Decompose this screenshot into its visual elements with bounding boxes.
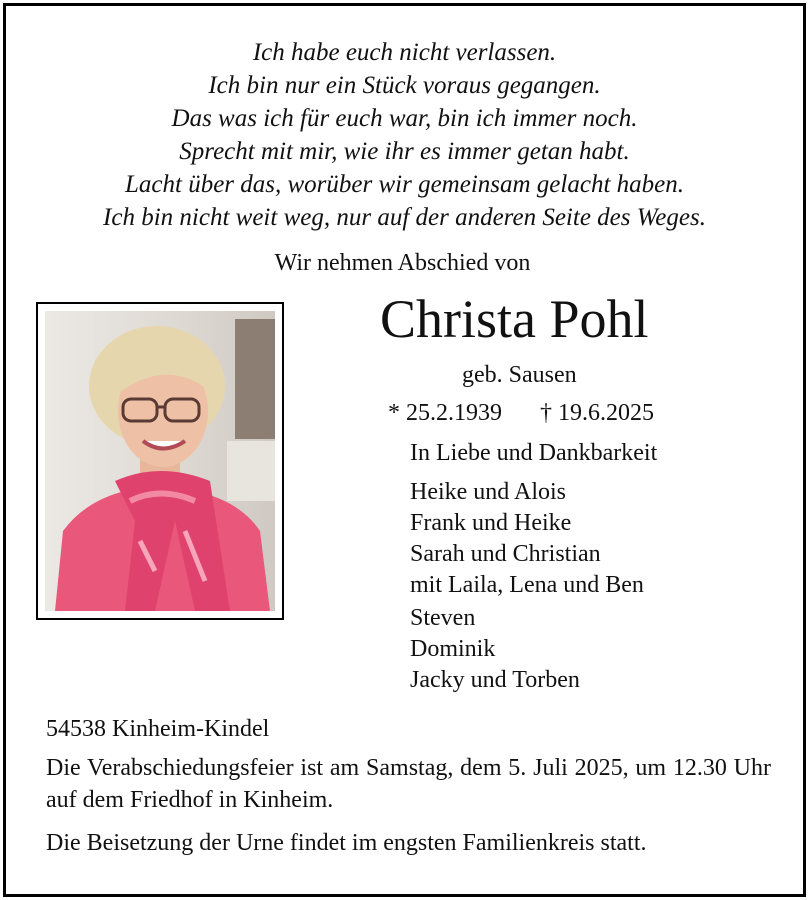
poem-line: Ich habe euch nicht verlassen. — [252, 39, 557, 66]
birth-name: geb. Sausen — [462, 362, 577, 388]
mourner: Dominik — [410, 636, 496, 662]
portrait-illustration — [45, 311, 275, 611]
death-date: † 19.6.2025 — [540, 400, 654, 426]
dedication: In Liebe und Dankbarkeit — [410, 440, 658, 466]
poem-line: Lacht über das, worüber wir gemeinsam gelacht haben. — [125, 171, 684, 198]
address: 54538 Kinheim-Kindel — [46, 716, 270, 742]
poem — [0, 36, 809, 234]
mourner: Steven — [410, 605, 476, 631]
ceremony-info: Die Verabschiedungsfeier ist am Samstag, dem 5. Juli 2025, um 12.30 Uhr auf dem Friedhof in Kinheim. — [46, 755, 771, 813]
mourners-list — [410, 477, 644, 696]
poem-line: Ich bin nur ein Stück voraus gegangen. — [208, 72, 601, 99]
mourner: Sarah und Christian — [410, 541, 601, 567]
deceased-name: Christa Pohl — [380, 289, 649, 349]
portrait-frame — [36, 302, 284, 620]
mourner: Heike und Alois — [410, 479, 566, 505]
intro-text: Wir nehmen Abschied von — [274, 250, 531, 276]
birth-date: * 25.2.1939 — [388, 400, 502, 426]
mourner: Frank und Heike — [410, 510, 572, 536]
portrait-photo — [45, 311, 275, 611]
poem-line: Ich bin nicht weit weg, nur auf der anderen Seite des Weges. — [103, 204, 706, 231]
poem-line: Sprecht mit mir, wie ihr es immer getan habt. — [179, 138, 630, 165]
mourner: Jacky und Torben — [410, 667, 580, 693]
poem-line: Das was ich für euch war, bin ich immer noch. — [171, 105, 638, 132]
mourner: mit Laila, Lena und Ben — [410, 572, 644, 598]
burial-info: Die Beisetzung der Urne findet im engsten Familienkreis statt. — [46, 830, 647, 856]
